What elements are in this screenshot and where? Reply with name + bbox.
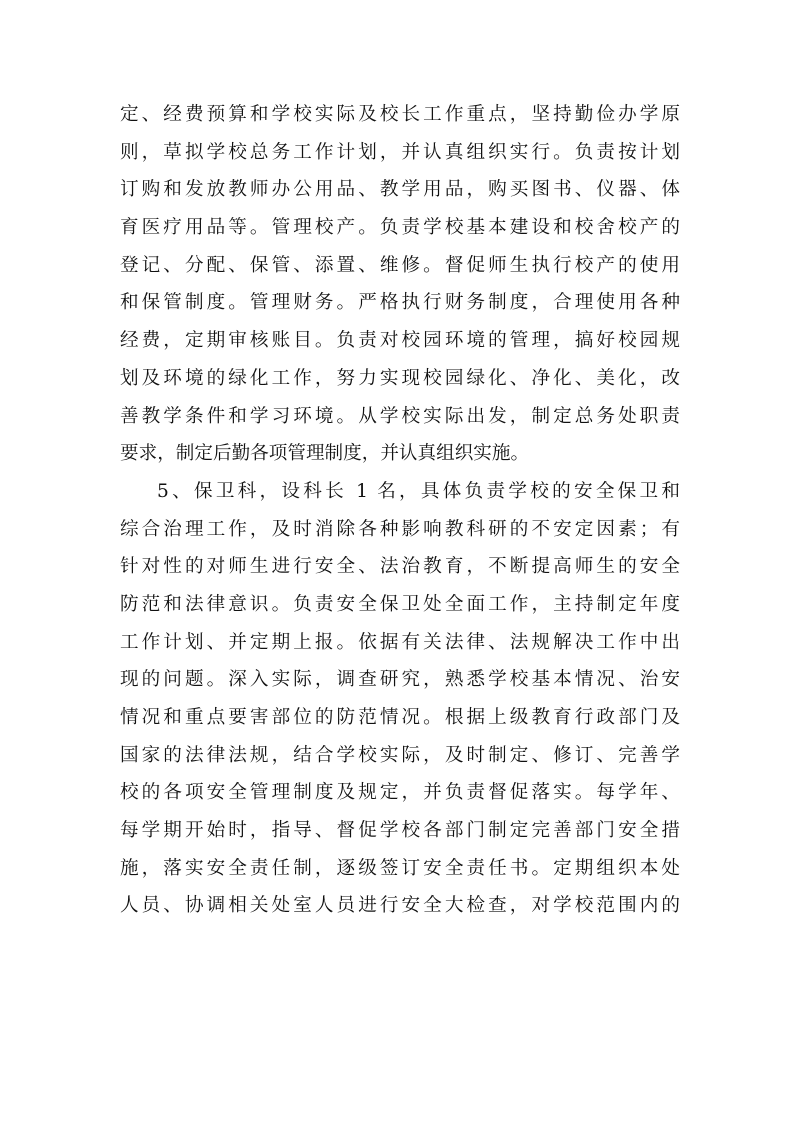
text-line: 施，落实安全责任制，逐级签订安全责任书。定期组织本处 [120, 857, 680, 879]
text-line: 要求，制定后勤各项管理制度，并认真组织实施。 [120, 443, 530, 465]
text-line: 现的问题。深入实际，调查研究，熟悉学校基本情况、治安 [120, 669, 680, 691]
text-line: 登记、分配、保管、添置、维修。督促师生执行校产的使用 [120, 254, 680, 276]
text-line: 划及环境的绿化工作，努力实现校园绿化、净化、美化，改 [120, 367, 680, 389]
text-line: 情况和重点要害部位的防范情况。根据上级教育行政部门及 [120, 707, 680, 728]
text-line: 人员、协调相关处室人员进行安全大检查，对学校范围内的 [120, 895, 680, 917]
text-line: 经费，定期审核账目。负责对校园环境的管理，搞好校园规 [120, 330, 680, 352]
text-line: 善教学条件和学习环境。从学校实际出发，制定总务处职责 [120, 405, 680, 427]
text-line: 校的各项安全管理制度及规定，并负责督促落实。每学年、 [120, 782, 680, 804]
text-line: 订购和发放教师办公用品、教学用品，购买图书、仪器、体 [120, 179, 680, 201]
text-line: 工作计划、并定期上报。依据有关法律、法规解决工作中出 [120, 631, 680, 653]
text-line: 则，草拟学校总务工作计划，并认真组织实行。负责按计划 [120, 141, 680, 163]
text-line: 针对性的对师生进行安全、法治教育，不断提高师生的安全 [120, 556, 680, 578]
text-line: 育医疗用品等。管理校产。负责学校基本建设和校舍校产的 [120, 217, 680, 239]
body-text [120, 96, 680, 925]
text-line: 5、保卫科，设科长 1 名，具体负责学校的安全保卫和 [157, 480, 680, 502]
text-line: 防范和法律意识。负责安全保卫处全面工作，主持制定年度 [120, 593, 680, 615]
text-line: 每学期开始时，指导、督促学校各部门制定完善部门安全措 [120, 820, 680, 842]
text-line: 综合治理工作，及时消除各种影响教科研的不安定因素；有 [120, 518, 680, 540]
text-line: 和保管制度。管理财务。严格执行财务制度，合理使用各种 [120, 292, 680, 314]
text-line: 定、经费预算和学校实际及校长工作重点，坚持勤俭办学原 [120, 104, 680, 125]
text-line: 国家的法律法规，结合学校实际，及时制定、修订、完善学 [120, 744, 680, 766]
